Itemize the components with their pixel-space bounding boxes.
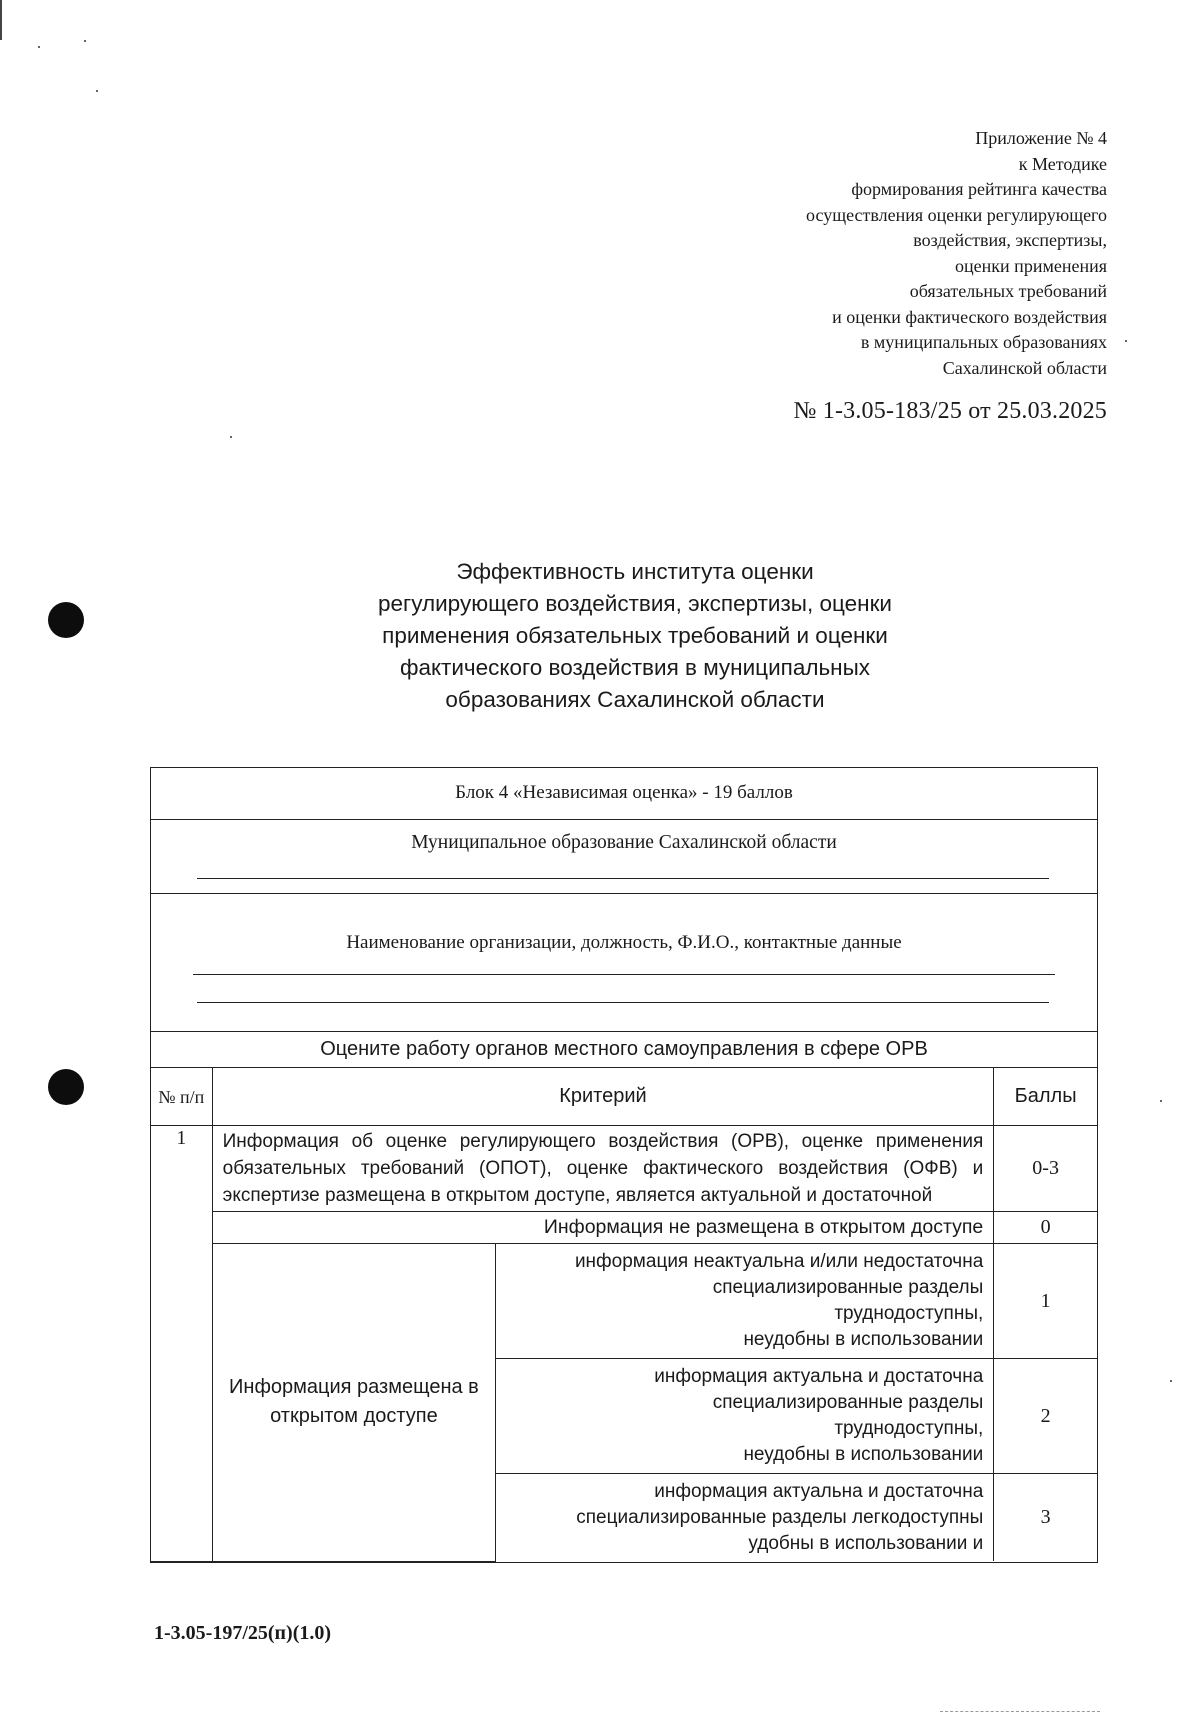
scan-speck [38, 46, 40, 48]
posted-option-3 [496, 1474, 994, 1562]
scan-bottom-edge [940, 1711, 1100, 1712]
option-line: специализированные разделы [712, 1392, 984, 1413]
appendix-header [547, 126, 1107, 381]
scan-speck [1170, 1380, 1172, 1382]
option-line: труднодоступны, [834, 1303, 984, 1324]
scan-speck [1125, 340, 1127, 342]
scan-speck [230, 436, 232, 438]
option-line: неудобны в использовании [743, 1329, 984, 1350]
title-line: регулирующего воздействия, экспертизы, оценки [378, 591, 892, 616]
municipality-section [151, 820, 1097, 894]
posted-option-2 [496, 1359, 994, 1474]
scan-speck [96, 90, 98, 92]
appendix-line: Приложение № 4 [975, 128, 1107, 148]
option-line: специализированные разделы [712, 1277, 984, 1298]
title-line: применения обязательных требований и оценки [382, 623, 888, 648]
appendix-line: и оценки фактического воздействия [832, 306, 1107, 327]
appendix-line: в муниципальных образованиях [860, 332, 1107, 352]
column-header-score: Баллы [994, 1068, 1097, 1126]
municipality-input-line[interactable] [197, 878, 1049, 879]
organization-input-line-1[interactable] [193, 974, 1055, 975]
appendix-line: Сахалинской области [942, 357, 1107, 378]
option-line: удобны в использовании и [748, 1532, 984, 1554]
appendix-line: формирования рейтинга качества [851, 179, 1107, 199]
organization-label: Наименование организации, должность, Ф.И.О., контактные данные [346, 932, 902, 953]
posted-option-2-score[interactable]: 2 [994, 1359, 1097, 1474]
option-line: неудобны в использовании [743, 1444, 984, 1465]
option-line: труднодоступны, [834, 1418, 984, 1439]
criterion-score-range: 0-3 [994, 1126, 1097, 1212]
scan-edge-mark [0, 0, 2, 40]
option-line: информация актуальна и достаточна [654, 1366, 984, 1387]
column-header-criterion: Критерий [212, 1068, 994, 1126]
appendix-line: оценки применения [955, 255, 1107, 276]
posted-option-1-score[interactable]: 1 [994, 1244, 1097, 1359]
option-line: специализированные разделы легкодоступны [576, 1506, 984, 1528]
appendix-line: воздействия, экспертизы, [913, 230, 1107, 250]
table-header-row [151, 1068, 1097, 1126]
table-row [151, 1126, 1097, 1212]
scan-speck [1160, 1100, 1162, 1102]
appendix-line: обязательных требований [909, 281, 1107, 301]
not-posted-label: Информация не размещена в открытом доступе [212, 1212, 994, 1244]
footer-document-code: 1-3.05-197/25(п)(1.0) [154, 1622, 332, 1644]
column-header-number: № п/п [151, 1068, 212, 1126]
document-number: № 1-3.05-183/25 от 25.03.2025 [793, 398, 1107, 424]
appendix-line: к Методике [1018, 153, 1107, 174]
scan-speck [84, 40, 86, 42]
punch-hole-bottom [48, 1069, 84, 1105]
criteria-table [151, 1068, 1097, 1562]
punch-hole-top [48, 602, 84, 638]
organization-section [151, 894, 1097, 1032]
row-number: 1 [151, 1126, 212, 1562]
page-title [300, 556, 970, 716]
title-line: Эффективность института оценки [456, 559, 814, 584]
title-line: фактического воздействия в муниципальных [399, 655, 871, 680]
posted-label: Информация размещена в открытом доступе [212, 1244, 496, 1562]
table-row [151, 1244, 1097, 1359]
option-line: информация неактуальна и/или недостаточна [574, 1251, 984, 1272]
criterion-text: Информация об оценке регулирующего воздействия (ОРВ), оценке применения обязательных требований (ОПОТ), оценке фактического воздействия (ОФВ) и экспертизе размещена в открытом доступе, является актуальной и достаточной [212, 1126, 994, 1212]
posted-option-3-score[interactable]: 3 [994, 1474, 1097, 1562]
option-line: информация актуальна и достаточна [654, 1480, 984, 1502]
municipality-label: Муниципальное образование Сахалинской области [411, 832, 837, 853]
rate-prompt: Оцените работу органов местного самоуправления в сфере ОРВ [151, 1032, 1097, 1068]
title-line: образованиях Сахалинской области [445, 687, 825, 712]
organization-input-line-2[interactable] [197, 1002, 1049, 1003]
block-header: Блок 4 «Независимая оценка» - 19 баллов [151, 768, 1097, 820]
posted-option-1 [496, 1244, 994, 1359]
assessment-form [150, 767, 1098, 1563]
table-row [151, 1212, 1097, 1244]
not-posted-score[interactable]: 0 [994, 1212, 1097, 1244]
appendix-line: осуществления оценки регулирующего [806, 204, 1107, 225]
